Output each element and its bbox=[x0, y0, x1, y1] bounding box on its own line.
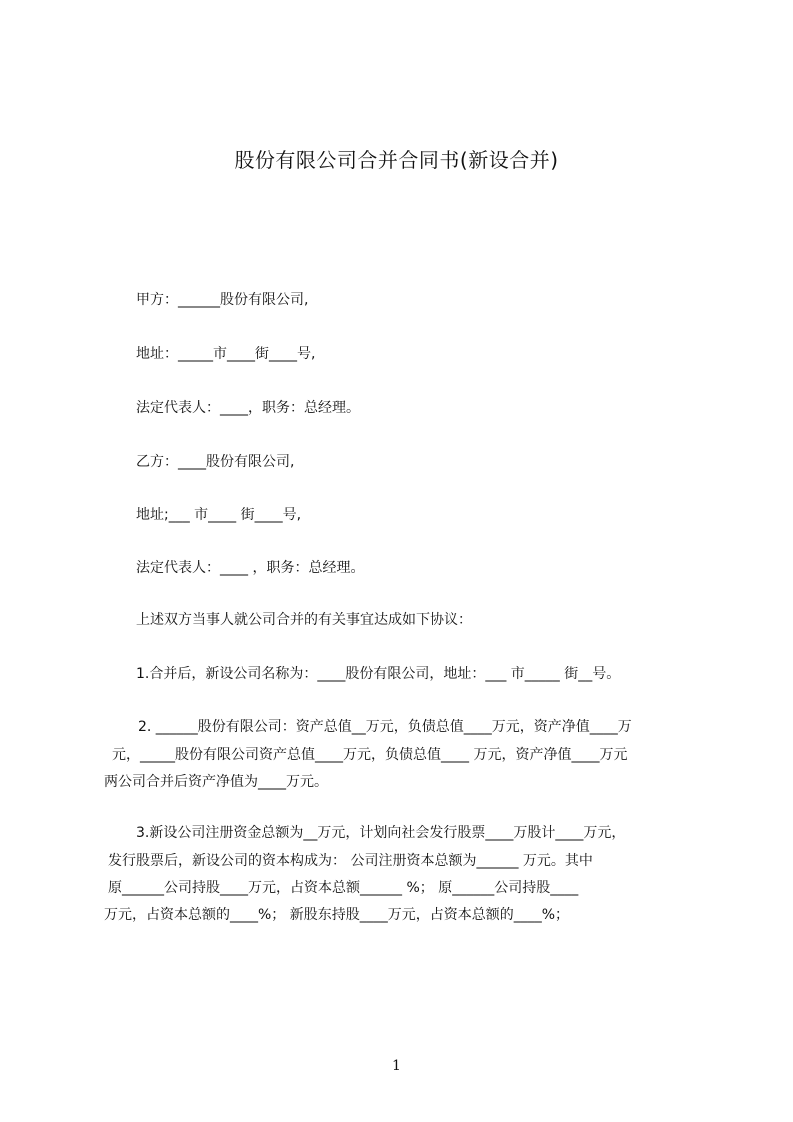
clause-1-line-1: 1.合并后，新设公司名称为：____股份有限公司，地址：___ 市_____ 街__号。 bbox=[136, 666, 621, 682]
party-b-representative: 法定代表人：____ ，职务：总经理。 bbox=[136, 560, 365, 576]
clause-2-line-3: 两公司合并后资产净值为____万元。 bbox=[104, 774, 328, 790]
clause-3-line-3: 原______公司持股____万元，占资本总额______ %； 原______公司持股____ bbox=[108, 880, 579, 896]
party-a-representative: 法定代表人：____，职务：总经理。 bbox=[136, 400, 360, 416]
clause-3-line-2: 发行股票后，新设公司的资本构成为： 公司注册资本总额为______ 万元。其中 bbox=[108, 853, 593, 869]
party-b-name: 乙方：____股份有限公司, bbox=[136, 454, 295, 470]
party-a-address: 地址：_____市____街____号, bbox=[136, 346, 316, 362]
clause-2-line-2: 元，_____股份有限公司资产总值____万元，负债总值____ 万元，资产净值____万元 bbox=[112, 747, 628, 763]
clause-3-line-4: 万元，占资本总额的____%； 新股东持股____万元，占资本总额的____%； bbox=[104, 907, 570, 923]
agreement-intro: 上述双方当事人就公司合并的有关事宜达成如下协议： bbox=[136, 612, 472, 628]
document-title: 股份有限公司合并合同书(新设合并) bbox=[234, 148, 559, 172]
party-a-name: 甲方：______股份有限公司, bbox=[136, 292, 309, 308]
clause-3-line-1: 3.新设公司注册资金总额为__万元，计划向社会发行股票____万股计____万元， bbox=[136, 825, 626, 841]
party-b-address: 地址;___ 市____ 街____号, bbox=[136, 507, 302, 523]
page-number: 1 bbox=[392, 1058, 401, 1074]
clause-2-line-1: 2. ______股份有限公司：资产总值__万元，负债总值____万元，资产净值____万 bbox=[138, 719, 632, 735]
